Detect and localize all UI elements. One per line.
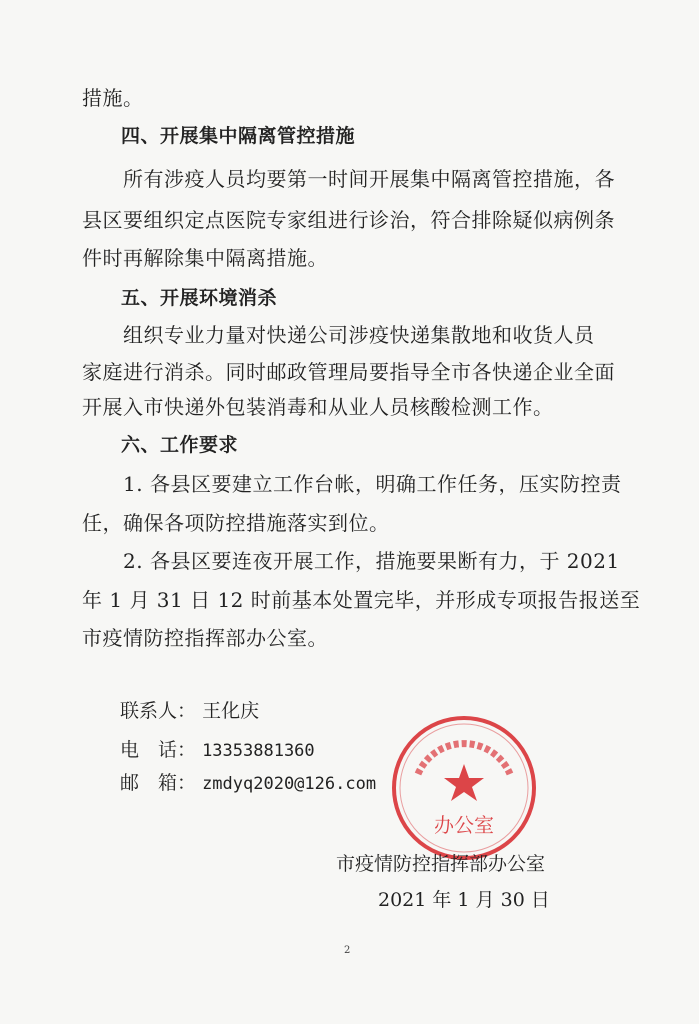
text-line: 件时再解除集中隔离措施。 <box>82 246 328 270</box>
contact-email-label: 邮 箱： <box>120 772 197 794</box>
contact-email-value: zmdyq2020@126.com <box>202 774 377 794</box>
text-line: 任，确保各项防控措施落实到位。 <box>82 511 390 535</box>
official-seal <box>388 712 540 864</box>
text-line: 1. 各县区要建立工作台帐，明确工作任务，压实防控责 <box>123 472 622 496</box>
contact-phone-value: 13353881360 <box>202 741 315 761</box>
section-heading-6: 六、工作要求 <box>121 434 239 456</box>
contact-phone <box>120 738 315 763</box>
text-line: 市疫情防控指挥部办公室。 <box>82 626 328 650</box>
contact-person-label: 联系人： <box>120 700 197 722</box>
text-line: 措施。 <box>82 86 144 110</box>
signature-date: 2021 年 1 月 30 日 <box>378 889 550 911</box>
page-number: 2 <box>344 945 351 956</box>
signature-org: 市疫情防控指挥部办公室 <box>336 853 546 875</box>
text-line: 组织专业力量对快递公司涉疫快递集散地和收货人员 <box>123 323 595 347</box>
text-line: 年 1 月 31 日 12 时前基本处置完毕，并形成专项报告报送至 <box>82 588 641 612</box>
seal-center-text: 办公室 <box>434 813 494 837</box>
text-line: 开展入市快递外包装消毒和从业人员核酸检测工作。 <box>82 395 554 419</box>
text-line: 所有涉疫人员均要第一时间开展集中隔离管控措施，各 <box>123 167 615 191</box>
text-line: 家庭进行消杀。同时邮政管理局要指导全市各快递企业全面 <box>82 360 615 384</box>
contact-person <box>120 699 259 723</box>
section-heading-4: 四、开展集中隔离管控措施 <box>121 125 356 147</box>
contact-phone-label: 电 话： <box>120 739 197 761</box>
section-heading-5: 五、开展环境消杀 <box>121 287 278 309</box>
text-line: 2. 各县区要连夜开展工作，措施要果断有力，于 2021 <box>123 549 620 573</box>
contact-person-value: 王化庆 <box>202 700 260 722</box>
text-line: 县区要组织定点医院专家组进行诊治，符合排除疑似病例条 <box>82 208 615 232</box>
contact-email <box>120 771 376 796</box>
